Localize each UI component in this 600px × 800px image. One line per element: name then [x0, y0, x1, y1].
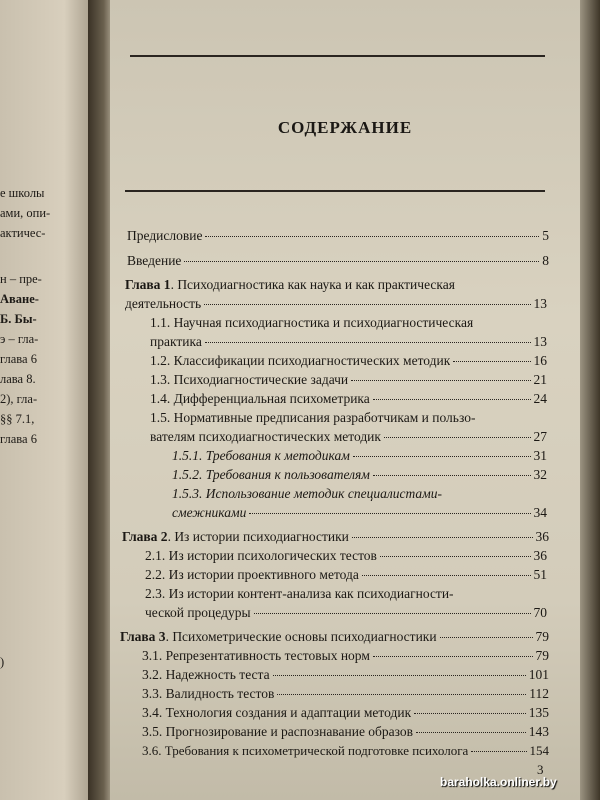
leader-dots [184, 261, 539, 262]
toc-entry-label: деятельность [125, 296, 202, 311]
toc-page-number: 13 [533, 334, 547, 349]
toc-page-number: 51 [533, 567, 547, 582]
toc-page-number: 36 [535, 529, 549, 544]
left-page-line: Аване- [0, 292, 39, 306]
toc-page-number: 13 [533, 296, 547, 311]
toc-section-3-6[interactable] [142, 743, 549, 759]
leader-dots [205, 236, 539, 237]
toc-chapter-1-line1[interactable] [125, 277, 455, 293]
toc-entry-label: смежниками [172, 505, 247, 520]
toc-page-number: 31 [533, 448, 547, 463]
toc-chapter-1-line2[interactable] [125, 296, 547, 312]
toc-section-1-2[interactable] [150, 353, 547, 369]
toc-page-number: 79 [535, 629, 549, 644]
toc-subsection-1-5-2[interactable] [172, 467, 547, 483]
toc-section-3-2[interactable] [142, 667, 549, 683]
leader-dots [204, 304, 530, 305]
toc-page-number: 101 [528, 667, 549, 682]
toc-entry-label: Предисловие [127, 228, 203, 243]
toc-entry-label: 3.1. Репрезентативность тестовых норм [142, 648, 370, 663]
toc-entry-label: 1.5.1. Требования к методикам [172, 448, 350, 463]
leader-dots [205, 342, 531, 343]
leader-dots [414, 713, 526, 714]
leader-dots [254, 613, 531, 614]
toc-entry-label: 1.4. Дифференциальная психометрика [150, 391, 370, 406]
toc-entry-label: 3.4. Технология создания и адаптации методик [142, 705, 412, 720]
toc-entry-label: 1.3. Психодиагностические задачи [150, 372, 349, 387]
toc-section-1-4[interactable] [150, 391, 547, 407]
leader-dots [249, 513, 530, 514]
toc-subsection-1-5-1[interactable] [172, 448, 547, 464]
toc-page-number: 70 [533, 605, 547, 620]
toc-chapter-3[interactable] [120, 629, 549, 645]
left-page-line: ) [0, 655, 5, 669]
leader-dots [384, 437, 531, 438]
chapter-title: . Из истории психодиагностики [167, 529, 349, 544]
page-edge [580, 0, 600, 800]
toc-section-1-3[interactable] [150, 372, 547, 388]
toc-page-number: 79 [535, 648, 549, 663]
toc-section-3-5[interactable] [142, 724, 549, 740]
toc-page-number: 135 [528, 705, 549, 720]
toc-section-2-3-line2[interactable] [145, 605, 547, 621]
chapter-number: Глава 1 [125, 277, 171, 292]
toc-page-number: 5 [542, 228, 549, 243]
toc-entry-label: 1.5.2. Требования к пользователям [172, 467, 370, 482]
leader-dots [277, 694, 526, 695]
toc-section-3-4[interactable] [142, 705, 549, 721]
leader-dots [471, 751, 526, 752]
left-page-line: Б. Бы- [0, 312, 37, 326]
toc-section-1-1-line1[interactable]: 1.1. Научная психодиагностика и психодиагностическая [150, 315, 474, 330]
toc-section-2-1[interactable] [145, 548, 547, 564]
page-number: 3 [537, 762, 544, 777]
toc-page-number: 36 [533, 548, 547, 563]
title-rule [125, 190, 545, 192]
leader-dots [373, 475, 531, 476]
leader-dots [351, 380, 530, 381]
leader-dots [352, 537, 533, 538]
toc-subsection-1-5-3-line2[interactable] [172, 505, 547, 521]
leader-dots [440, 637, 533, 638]
chapter-title: . Психометрические основы психодиагностики [165, 629, 437, 644]
leader-dots [273, 675, 526, 676]
toc-page-number: 143 [528, 724, 549, 739]
left-page-line: 2), гла- [0, 392, 38, 406]
toc-section-1-5-line1[interactable]: 1.5. Нормативные предписания разработчикам и пользо- [150, 410, 476, 425]
toc-page-number: 112 [529, 686, 549, 701]
toc-subsection-1-5-3-line1[interactable]: 1.5.3. Использование методик специалистами- [172, 486, 443, 501]
toc-page-number: 24 [533, 391, 547, 406]
toc-section-3-1[interactable] [142, 648, 549, 664]
toc-section-3-3[interactable] [142, 686, 549, 702]
left-page-line: э – гла- [0, 332, 39, 346]
toc-entry-label: 3.3. Валидность тестов [142, 686, 275, 701]
leader-dots [353, 456, 531, 457]
left-page-line: актичес- [0, 226, 46, 240]
left-page [0, 0, 92, 800]
top-rule [130, 55, 545, 57]
left-page-line: лава 8. [0, 372, 36, 386]
toc-page-number: 8 [542, 253, 549, 268]
toc-entry-label: 2.1. Из истории психологических тестов [145, 548, 377, 563]
toc-section-1-1-line2[interactable] [150, 334, 547, 350]
toc-entry-intro[interactable] [127, 253, 549, 269]
toc-title: СОДЕРЖАНИЕ [277, 118, 413, 137]
toc-entry-label: 2.2. Из истории проективного метода [145, 567, 359, 582]
leader-dots [373, 656, 533, 657]
toc-page-number: 16 [533, 353, 547, 368]
toc-entry-label: 1.2. Классификации психодиагностических методик [150, 353, 451, 368]
toc-section-2-3-line1[interactable]: 2.3. Из истории контент-анализа как психодиагности- [145, 586, 454, 601]
toc-entry-label: 3.5. Прогнозирование и распознавание образов [142, 724, 414, 739]
leader-dots [373, 399, 531, 400]
watermark: baraholka.onliner.by [440, 775, 557, 789]
toc-entry-preface[interactable] [127, 228, 549, 244]
left-page-line: н – пре- [0, 272, 42, 286]
toc-page-number: 32 [533, 467, 547, 482]
toc-entry-label: 3.6. Требования к психометрической подготовке психолога [142, 743, 469, 758]
leader-dots [416, 732, 526, 733]
toc-page-number: 21 [533, 372, 547, 387]
left-page-line: §§ 7.1, [0, 412, 35, 426]
left-page-line: е школы [0, 186, 45, 200]
leader-dots [362, 575, 531, 576]
left-page-line: глава 6 [0, 352, 37, 366]
toc-entry-label: Введение [127, 253, 182, 268]
toc-entry-label: практика [150, 334, 202, 349]
leader-dots [380, 556, 531, 557]
toc-page-number: 27 [533, 429, 547, 444]
leader-dots [453, 361, 530, 362]
chapter-number: Глава 2 [122, 529, 168, 544]
toc-entry-label: ческой процедуры [145, 605, 251, 620]
toc-page-number: 34 [533, 505, 547, 520]
toc-section-1-5-line2[interactable] [150, 429, 547, 445]
toc-entry-label: вателям психодиагностических методик [150, 429, 381, 444]
left-page-line: глава 6 [0, 432, 37, 446]
toc-entry-label: 3.2. Надежность теста [142, 667, 270, 682]
toc-page-number: 154 [529, 743, 549, 758]
left-page-line: ами, опи- [0, 206, 51, 220]
toc-chapter-2[interactable] [122, 529, 549, 545]
chapter-number: Глава 3 [120, 629, 166, 644]
chapter-title: . Психодиагностика как наука и как практическая [170, 277, 455, 292]
toc-section-2-2[interactable] [145, 567, 547, 583]
